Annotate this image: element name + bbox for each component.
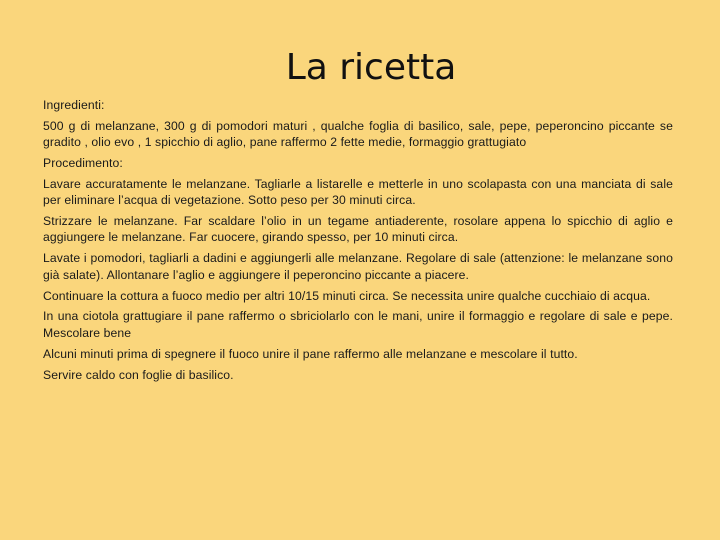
step-paragraph: Continuare la cottura a fuoco medio per altri 10/15 minuti circa. Se necessita unire qualche cucchiaio di acqua. [43, 288, 651, 303]
slide-title: La ricetta [285, 47, 457, 88]
recipe-body [43, 97, 673, 387]
step-paragraph: Lavate i pomodori, tagliarli a dadini e aggiungerli alle melanzane. Regolare di sale (attenzione: le melanzane sono già salate). Allontanare l’aglio e aggiungere il peperoncino piccante a piacere. [43, 251, 673, 282]
step-paragraph: In una ciotola grattugiare il pane raffermo o sbriciolarlo con le mani, unire il formaggio e regolare di sale e pepe. Mescolare bene [43, 309, 673, 340]
step-paragraph: Lavare accuratamente le melanzane. Tagliarle a listarelle e metterle in uno scolapasta con una manciata di sale per eliminare l’acqua di vegetazione. Sotto peso per 30 minuti circa. [43, 176, 673, 208]
ingredients-list: 500 g di melanzane, 300 g di pomodori maturi , qualche foglia di basilico, sale, pepe, peperoncino piccante se gradito , olio evo , 1 spicchio di aglio, pane raffermo 2 fette medie, formaggio grattugiato [43, 118, 673, 150]
ingredients-heading: Ingredienti: [43, 98, 105, 112]
step-paragraph: Strizzare le melanzane. Far scaldare l’olio in un tegame antiaderente, rosolare appena lo spicchio di aglio e aggiungere le melanzane. Far cuocere, girando spesso, per 10 minuti circa. [43, 214, 673, 245]
step-paragraph: Servire caldo con foglie di basilico. [43, 367, 234, 382]
step-paragraph: Alcuni minuti prima di spegnere il fuoco unire il pane raffermo alle melanzane e mescolare il tutto. [43, 346, 578, 361]
procedure-heading: Procedimento: [43, 156, 123, 171]
